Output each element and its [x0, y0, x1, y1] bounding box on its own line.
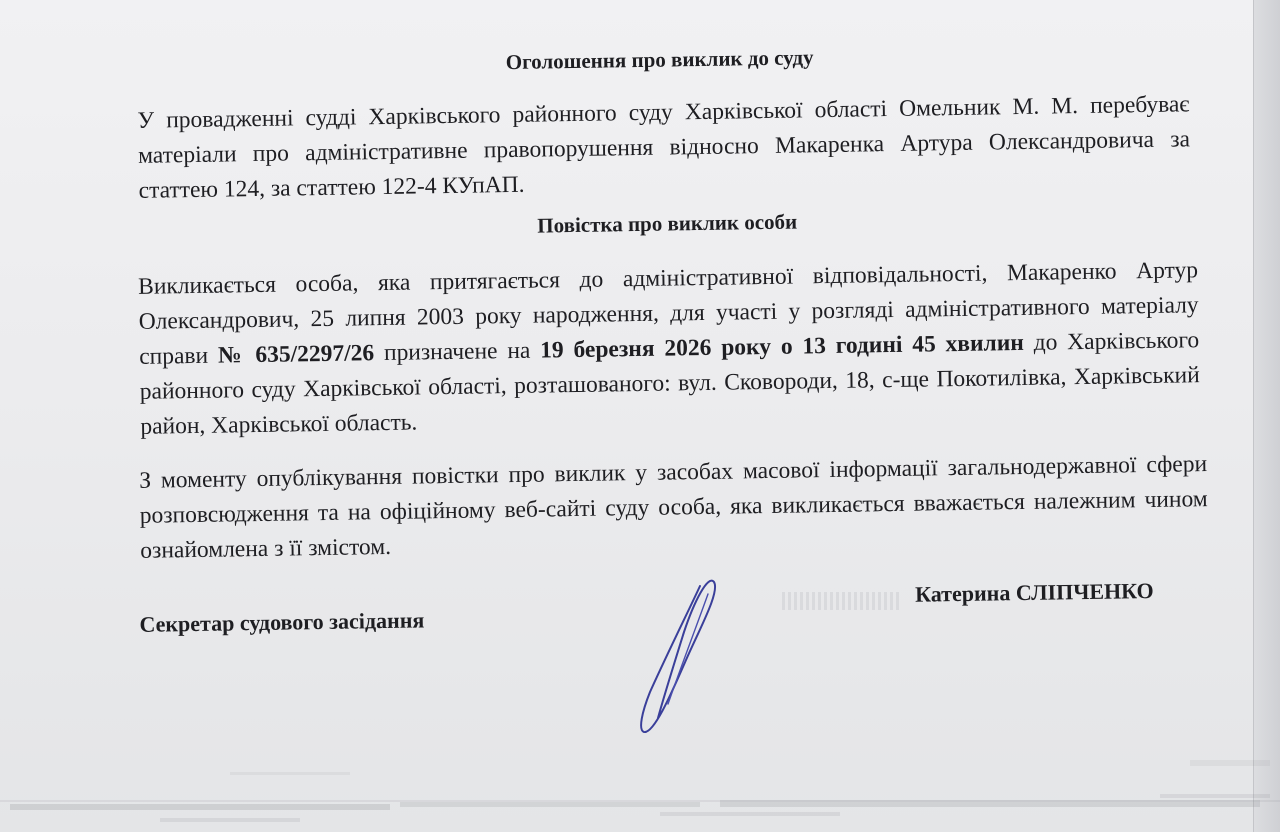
- signer-role: Секретар судового засідання: [139, 607, 425, 637]
- publication-notice-paragraph: З моменту опублікування повістки про виклик у засобах масової інформації загальнодержавної сфери розповсюдження та на офіційному веб-сайті суду особа, яка викликається вважається належним чином ознайомлена з її змістом.: [139, 451, 1208, 564]
- summons-paragraph: [138, 253, 1201, 445]
- summons-text-part1: Викликається особа, яка притягається до адміністративної відповідальності, Макаренко Артур Олександрович, 25 липня 2003 року народження, для участі у розгляді адміністративного матеріалу справи: [137, 257, 1199, 370]
- faint-print-mark: [782, 592, 902, 610]
- scanned-footer-artifacts: [0, 760, 1280, 832]
- summons-title: Повістка про виклик особи: [537, 209, 798, 238]
- handwritten-signature: [628, 572, 738, 742]
- case-number: № 635/2297/26: [217, 340, 375, 369]
- proceedings-paragraph: У провадженні судді Харківського районного суду Харківської області Омельник М. М. перебуває матеріали про адміністративне правопорушення відносно Макаренка Артура Олександровича за статтею 124, за статтею 122-4 КУпАП.: [137, 91, 1191, 204]
- summons-text-part3: до Харківського районного суду Харківської області, розташованого: вул. Сковороди, 18, с-ще Покотилівка, Харківський район, Харківської область.: [139, 327, 1200, 440]
- signer-name: Катерина СЛІПЧЕНКО: [914, 577, 1154, 607]
- summons-text-part2: призначене на: [373, 337, 541, 367]
- announcement-title: Оголошення про виклик до суду: [505, 45, 814, 75]
- hearing-date-time: 19 березня 2026 року о 13 годині 45 хвилин: [539, 329, 1025, 364]
